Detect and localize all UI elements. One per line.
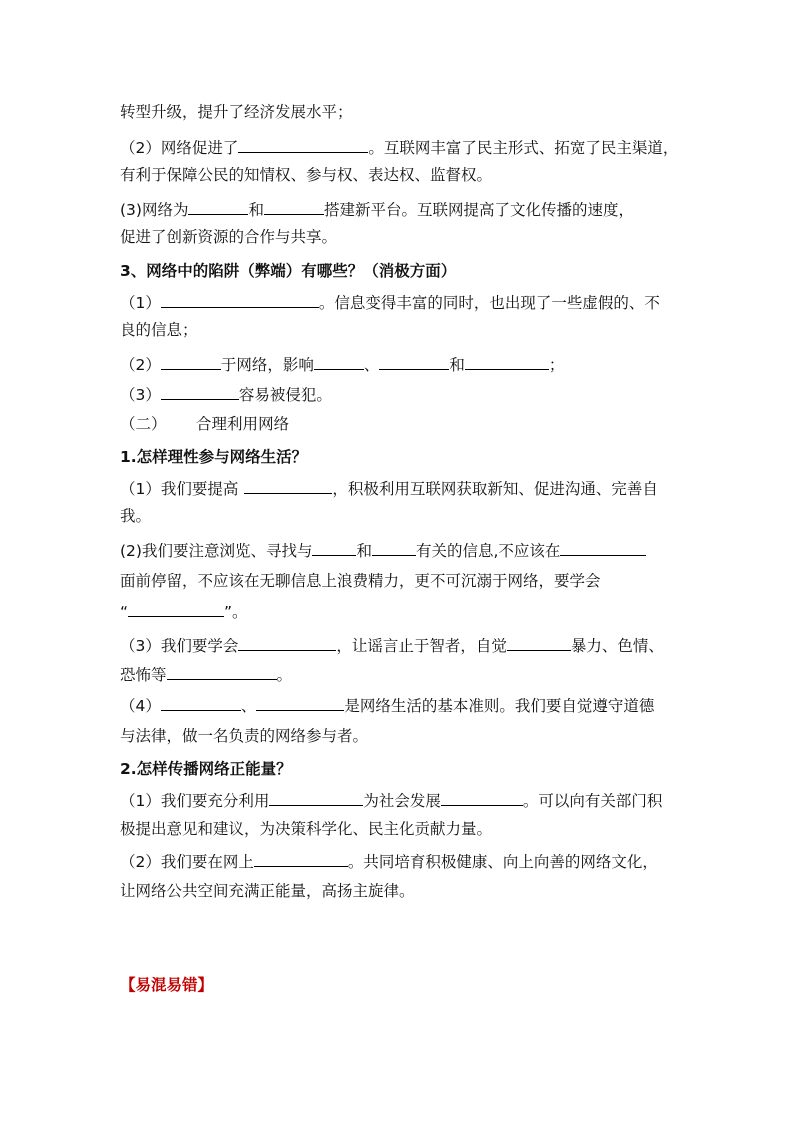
fill-blank[interactable]	[312, 539, 356, 556]
text: （2）网络促进了	[120, 139, 239, 157]
fill-blank[interactable]	[465, 353, 549, 370]
fill-blank[interactable]	[507, 634, 571, 651]
fill-blank[interactable]	[161, 694, 241, 711]
text-line	[120, 880, 680, 902]
fill-blank[interactable]	[167, 663, 277, 680]
text: （1）	[120, 294, 161, 312]
text: (2)我们要注意浏览、寻找与	[120, 542, 313, 560]
text: 有关的信息,不应该在	[415, 542, 561, 560]
text: 2.怎样传播网络正能量？	[120, 760, 292, 778]
error-prone-tag	[120, 974, 680, 996]
text: 让网络公共空间充满正能量，高扬主旋律。	[120, 882, 415, 900]
text: 、	[240, 697, 257, 715]
text: （1）我们要提高	[120, 480, 239, 498]
subsection-title	[120, 413, 680, 435]
fill-blank[interactable]	[254, 850, 348, 867]
fill-blank[interactable]	[372, 539, 416, 556]
section-heading	[120, 260, 680, 282]
text: （2）	[120, 356, 161, 374]
text: 我。	[120, 507, 152, 525]
question-heading	[120, 446, 680, 468]
fill-blank[interactable]	[161, 383, 239, 400]
text: 。	[276, 666, 293, 684]
text: 恐怖等	[120, 666, 167, 684]
fill-blank[interactable]	[314, 353, 364, 370]
fill-blank[interactable]	[269, 789, 363, 806]
text: 极提出意见和建议，为决策科学化、民主化贡献力量。	[120, 820, 493, 838]
text-line	[120, 477, 680, 500]
fill-blank[interactable]	[379, 353, 449, 370]
text: 暴力、色情、	[570, 637, 664, 655]
text: 为社会发展	[363, 792, 441, 810]
text-line	[120, 136, 680, 159]
text: （二） 合理利用网络	[120, 415, 290, 433]
text: 面前停留，不应该在无聊信息上浪费精力，更不可沉溺于网络，要学会	[120, 572, 601, 590]
fill-blank[interactable]	[256, 694, 344, 711]
text-line	[120, 725, 680, 747]
text-line	[120, 663, 680, 686]
text: 。信息变得丰富的同时，也出现了一些虚假的、不	[318, 294, 660, 312]
text: 有利于保障公民的知情权、参与权、表达权、监督权。	[120, 166, 493, 184]
fill-blank[interactable]	[161, 291, 319, 308]
text: ”。	[224, 603, 248, 621]
text-line	[120, 353, 680, 376]
text-line	[120, 818, 680, 840]
text: ；	[548, 356, 565, 374]
text: 。可以向有关部门积	[522, 792, 663, 810]
text: 3、网络中的陷阱（弊端）有哪些？（消极方面）	[120, 262, 457, 280]
fill-blank[interactable]	[244, 477, 332, 494]
text: 良的信息；	[120, 321, 198, 339]
fill-blank[interactable]	[264, 198, 324, 215]
text: （4）	[120, 697, 161, 715]
text-line	[120, 694, 680, 717]
text: “	[120, 603, 129, 621]
fill-blank[interactable]	[441, 789, 523, 806]
text: ，让谣言止于智者，自觉	[336, 637, 507, 655]
text-line	[120, 539, 680, 562]
text: 1.怎样理性参与网络生活？	[120, 448, 308, 466]
text-line	[120, 634, 680, 657]
text: 。共同培育积极健康、向上向善的网络文化，	[347, 853, 658, 871]
text: 转型升级，提升了经济发展水平；	[120, 103, 353, 121]
text: 是网络生活的基本准则。我们要自觉遵守道德	[344, 697, 655, 715]
text: 与法律，做一名负责的网络参与者。	[120, 727, 369, 745]
text: （1）我们要充分利用	[120, 792, 270, 810]
text-line	[120, 789, 680, 812]
text: 促进了创新资源的合作与共享。	[120, 228, 338, 246]
text: ，积极利用互联网获取新知、促进沟通、完善自	[332, 480, 658, 498]
text-line	[120, 198, 680, 221]
text-line	[120, 570, 680, 592]
text: （3）	[120, 386, 161, 404]
fill-blank[interactable]	[128, 600, 224, 617]
text: 于网络，影响	[220, 356, 314, 374]
text: 【易混易错】	[120, 976, 214, 994]
text: （2）我们要在网上	[120, 853, 254, 871]
fill-blank[interactable]	[238, 634, 336, 651]
text-line	[120, 505, 680, 527]
text: 和	[248, 201, 264, 219]
text-line	[120, 226, 680, 248]
fill-blank[interactable]	[238, 136, 368, 153]
text: 。互联网丰富了民主形式、拓宽了民主渠道，	[368, 139, 679, 157]
text-line	[120, 101, 680, 123]
text: 和	[356, 542, 372, 560]
text: (3)网络为	[120, 201, 189, 219]
text: 容易被侵犯。	[238, 386, 332, 404]
fill-blank[interactable]	[560, 539, 646, 556]
text: 和	[449, 356, 465, 374]
text-line	[120, 850, 680, 873]
question-heading	[120, 758, 680, 780]
text: 、	[363, 356, 380, 374]
text: 搭建新平台。互联网提高了文化传播的速度，	[323, 201, 634, 219]
fill-blank[interactable]	[188, 198, 248, 215]
text-line	[120, 291, 680, 314]
text-line	[120, 600, 680, 623]
text: （3）我们要学会	[120, 637, 239, 655]
text-line	[120, 383, 680, 406]
text-line	[120, 319, 680, 341]
fill-blank[interactable]	[161, 353, 221, 370]
text-line	[120, 164, 680, 186]
